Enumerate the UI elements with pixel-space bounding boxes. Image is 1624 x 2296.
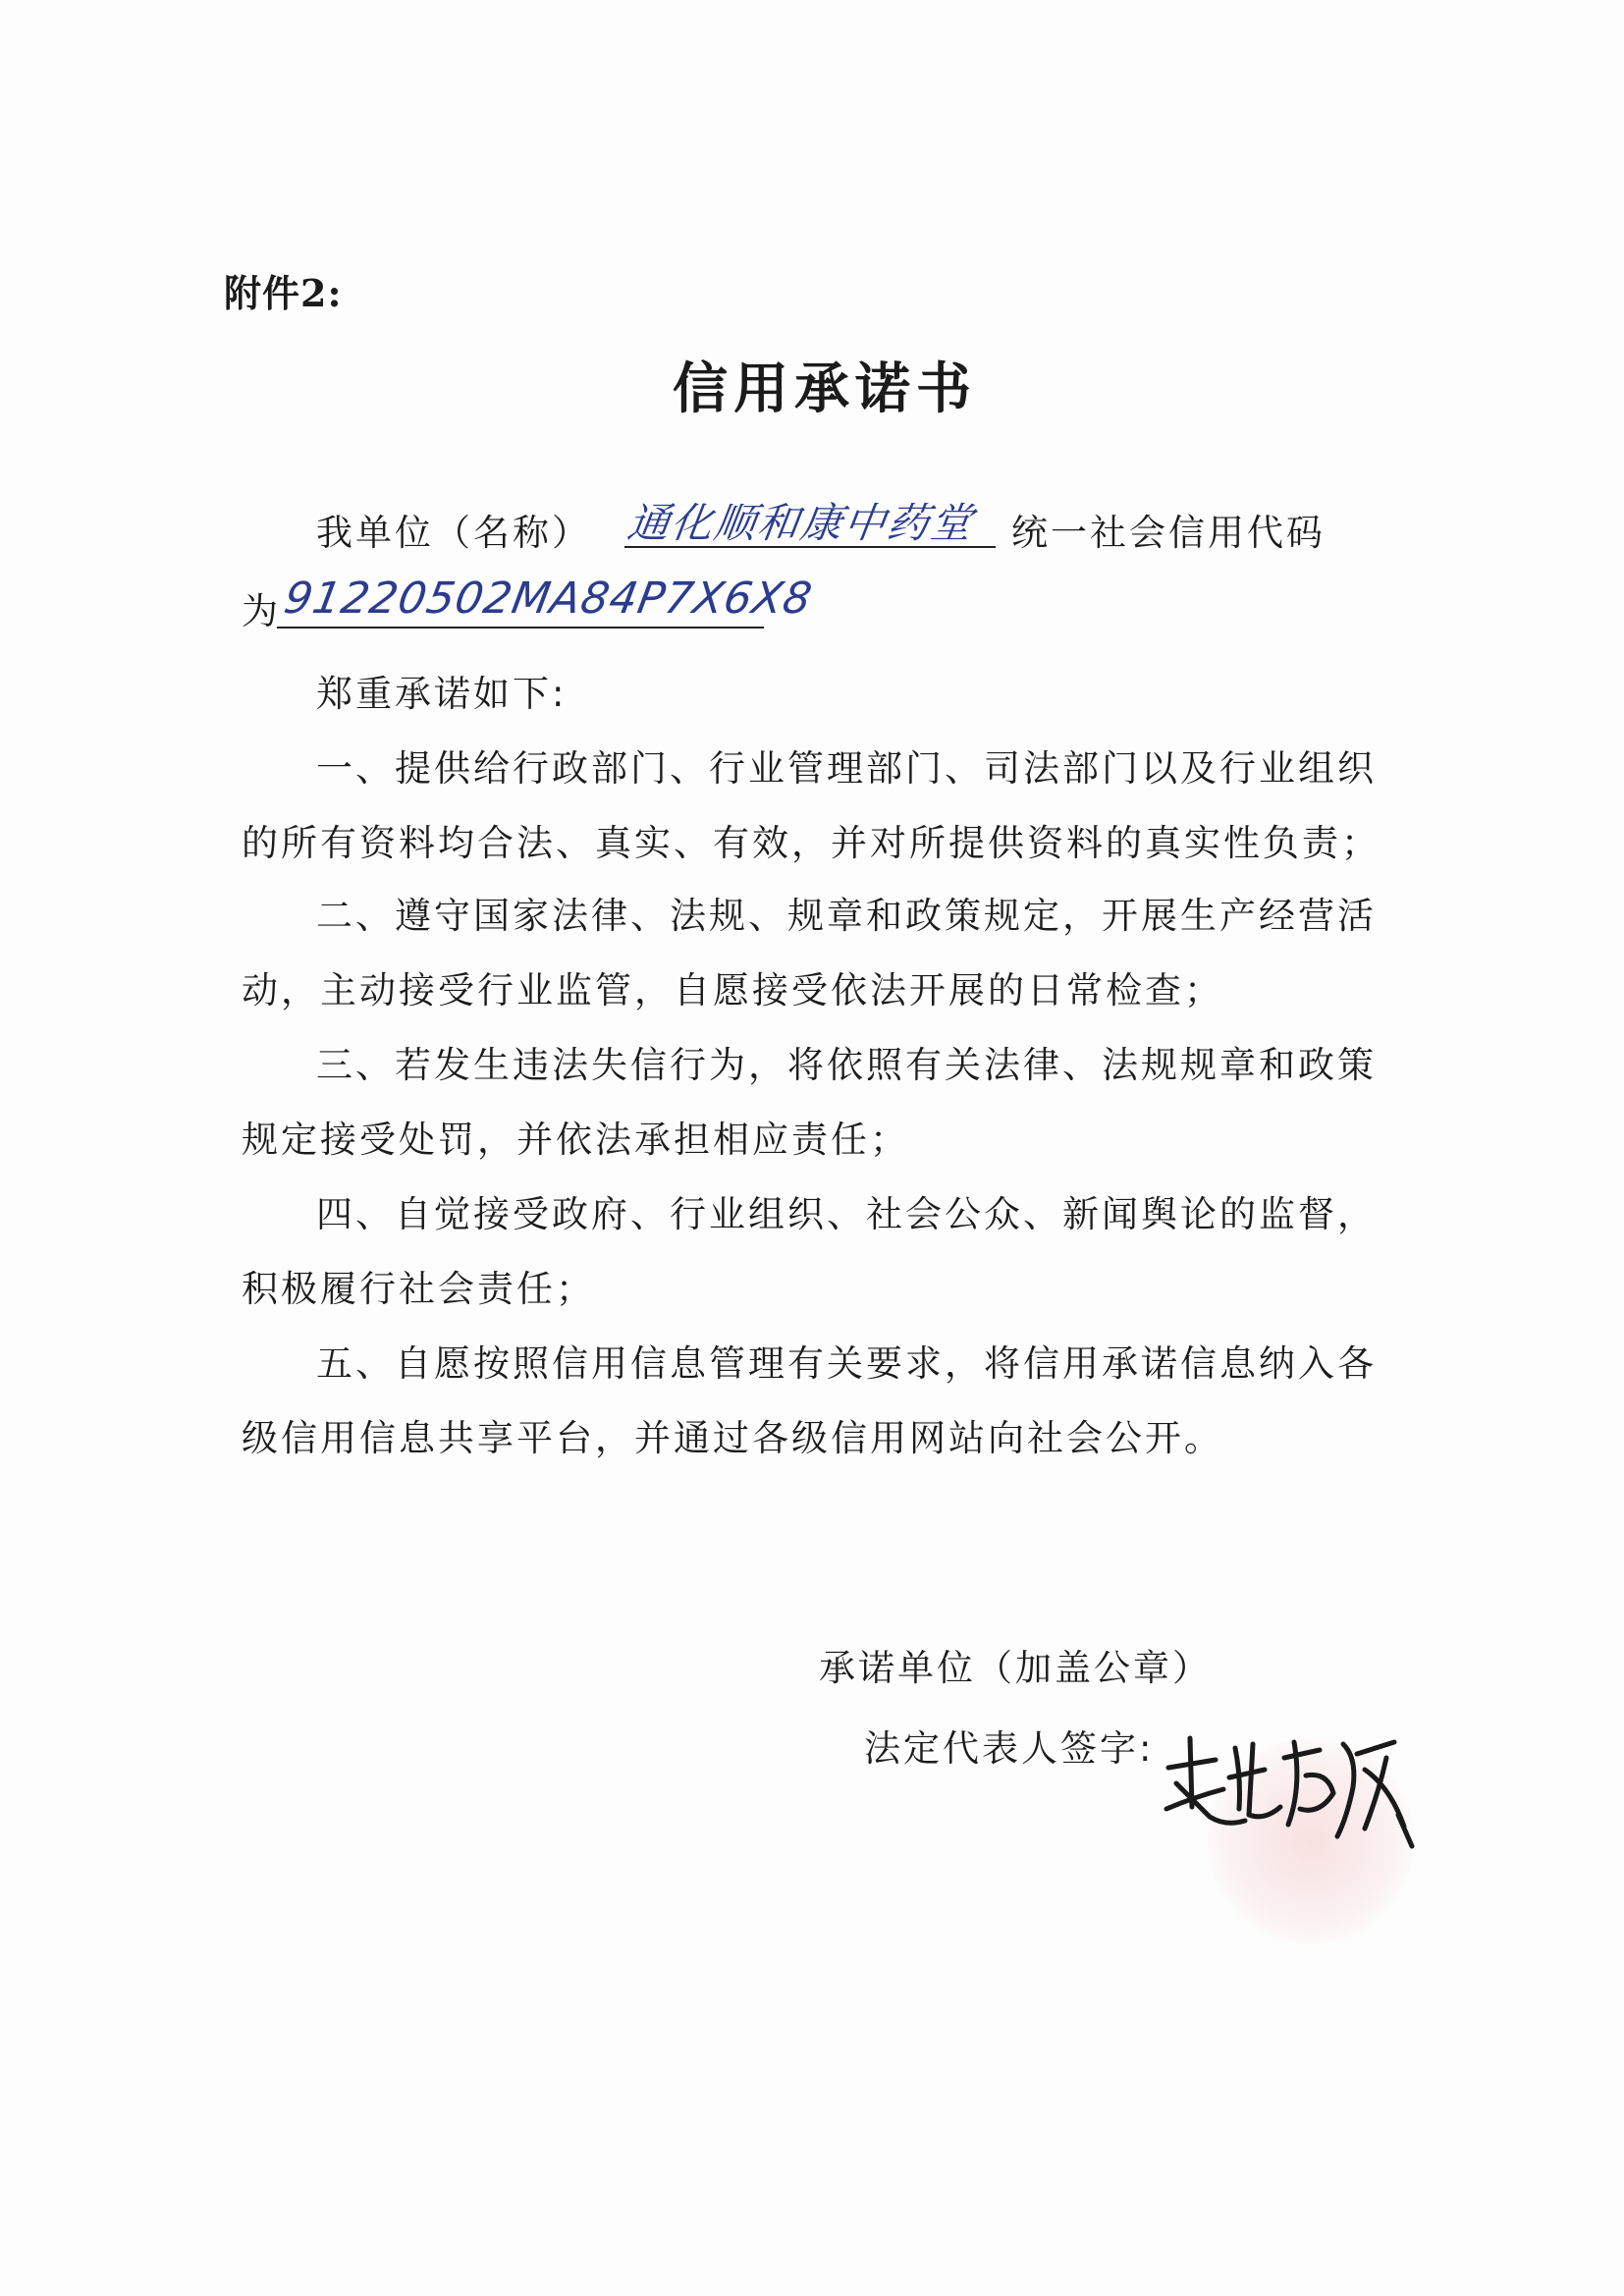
commitment-line: 二、遵守国家法律、法规、规章和政策规定，开展生产经营活 (316, 895, 1377, 937)
commitment-line: 一、提供给行政部门、行业管理部门、司法部门以及行业组织 (316, 747, 1377, 790)
code-prefix: 为 (242, 590, 281, 632)
commitment-line: 级信用信息共享平台，并通过各级信用网站向社会公开。 (242, 1417, 1223, 1459)
commitment-line: 四、自觉接受政府、行业组织、社会公众、新闻舆论的监督， (316, 1193, 1377, 1235)
commitment-lead: 郑重承诺如下: (316, 673, 568, 715)
intro-middle: 统一社会信用代码 (1011, 512, 1326, 554)
document-title: 信用承诺书 (673, 356, 977, 421)
commitment-line: 规定接受处罚，并依法承担相应责任； (242, 1119, 909, 1161)
legal-rep-label: 法定代表人签字: (864, 1727, 1155, 1770)
handwritten-signature (1147, 1699, 1422, 1866)
commitment-line: 五、自愿按照信用信息管理有关要求，将信用承诺信息纳入各 (316, 1342, 1377, 1385)
credit-code-handwritten: 91220502MA84P7X6X8 (280, 574, 817, 624)
intro-prefix: 我单位（名称） (316, 512, 591, 554)
promise-unit-label: 承诺单位（加盖公章） (819, 1647, 1212, 1689)
commitment-line: 积极履行社会责任； (242, 1268, 595, 1310)
commitment-line: 的所有资料均合法、真实、有效，并对所提供资料的真实性负责； (242, 822, 1380, 864)
company-name-underline (624, 546, 996, 548)
attachment-label: 附件2: (224, 271, 343, 315)
commitment-line: 动，主动接受行业监管，自愿接受依法开展的日常检查； (242, 969, 1223, 1011)
commitment-line: 三、若发生违法失信行为，将依照有关法律、法规规章和政策 (316, 1044, 1377, 1086)
credit-code-underline (277, 627, 764, 629)
company-name-handwritten: 通化顺和康中药堂 (624, 499, 978, 547)
